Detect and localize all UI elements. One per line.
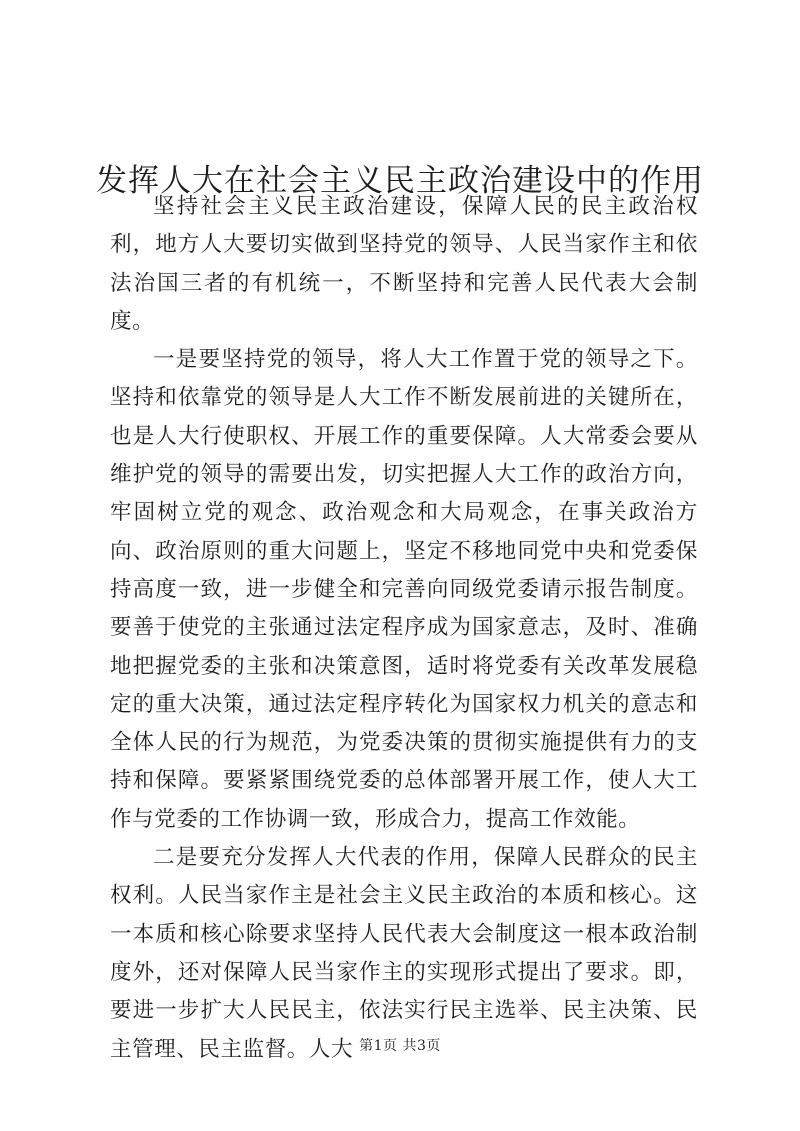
document-body [110, 188, 698, 1069]
body-paragraph: 坚持社会主义民主政治建设，保障人民的民主政治权利，地方人大要切实做到坚持党的领导、人民当家作主和依法治国三者的有机统一，不断坚持和完善人民代表大会制度。 [110, 194, 698, 334]
body-paragraph: 一是要坚持党的领导，将人大工作置于党的领导之下。坚持和依靠党的领导是人大工作不断发展前进的关键所在，也是人大行使职权、开展工作的重要保障。人大常委会要从维护党的领导的需要出发，切实把握人大工作的政治方向，牢固树立党的观念、政治观念和大局观念，在事关政治方向、政治原则的重大问题上，坚定不移地同党中央和党委保持高度一致，进一步健全和完善向同级党委请示报告制度。要善于使党的主张通过法定程序成为国家意志，及时、准确地把握党委的主张和决策意图，适时将党委有关改革发展稳定的重大决策，通过法定程序转化为国家权力机关的意志和全体人民的行为规范，为党委决策的贯彻实施提供有力的支持和保障。要紧紧围绕党委的总体部署开展工作，使人大工作与党委的工作协调一致，形成合力，提高工作效能。 [110, 347, 698, 832]
page-number-footer: 第1页 共3页 [359, 1038, 441, 1054]
body-paragraph: 二是要充分发挥人大代表的作用，保障人民群众的民主权利。人民当家作主是社会主义民主政治的本质和核心。这一本质和核心除要求坚持人民代表大会制度这一根本政治制度外，还对保障人民当家作主的实现形式提出了要求。即，要进一步扩大人民民主，依法实行民主选举、民主决策、民主管理、民主监督。人大 [110, 845, 698, 1062]
document-title: 发挥人大在社会主义民主政治建设中的作用 [96, 162, 704, 199]
